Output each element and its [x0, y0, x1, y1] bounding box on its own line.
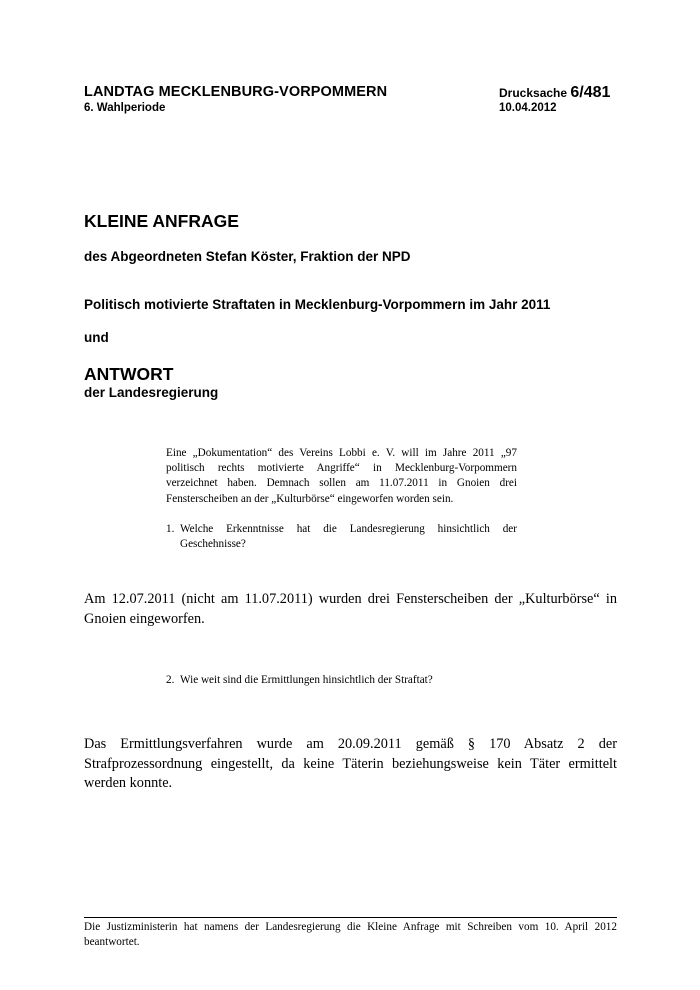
- drucksache-label: Drucksache: [499, 86, 571, 100]
- drucksache-number: 6/481: [570, 84, 611, 101]
- drucksache-reference: [499, 84, 610, 102]
- question-2-number: 2.: [166, 674, 175, 686]
- question-1: [166, 522, 517, 552]
- author-line: des Abgeordneten Stefan Köster, Fraktion der NPD: [84, 249, 411, 264]
- question-block: [166, 446, 517, 552]
- question-intro: Eine „Dokumentation“ des Vereins Lobbi e. V. will im Jahre 2011 „97 politisch rechts motivierte Angriffe“ in Mecklenburg-Vorpommern verzeichnet haben. Demnach sollen am 11.07.2011 in Gnoien drei Fensterscheiben an der „Kulturbörse“ eingeworfen worden sein.: [166, 447, 517, 505]
- legislative-period: 6. Wahlperiode: [84, 102, 166, 114]
- question-1-number: 1.: [166, 522, 175, 535]
- responder-line: der Landesregierung: [84, 385, 219, 400]
- parliament-name: LANDTAG MECKLENBURG-VORPOMMERN: [84, 84, 388, 100]
- document-date: 10.04.2012: [499, 102, 557, 114]
- kleine-anfrage-heading: KLEINE ANFRAGE: [84, 211, 239, 231]
- footer-divider: [84, 917, 617, 918]
- subject-line: Politisch motivierte Straftaten in Mecklenburg-Vorpommern im Jahr 2011: [84, 297, 551, 312]
- question-1-text: Welche Erkenntnisse hat die Landesregierung hinsichtlich der Geschehnisse?: [180, 522, 517, 551]
- und-line: und: [84, 330, 109, 345]
- antwort-heading: ANTWORT: [84, 364, 174, 384]
- answer-1: Am 12.07.2011 (nicht am 11.07.2011) wurden drei Fensterscheiben der „Kulturbörse“ in Gnoien eingeworfen.: [84, 591, 617, 627]
- answer-2: Das Ermittlungsverfahren wurde am 20.09.2011 gemäß § 170 Absatz 2 der Strafprozessordnung eingestellt, da keine Täterin beziehungsweise kein Täter ermittelt werden konnte.: [84, 736, 617, 791]
- question-2-text: Wie weit sind die Ermittlungen hinsichtlich der Straftat?: [180, 674, 433, 686]
- question-2: [166, 673, 517, 688]
- footer-note: Die Justizministerin hat namens der Landesregierung die Kleine Anfrage mit Schreiben vom 10. April 2012 beantwortet.: [84, 921, 617, 949]
